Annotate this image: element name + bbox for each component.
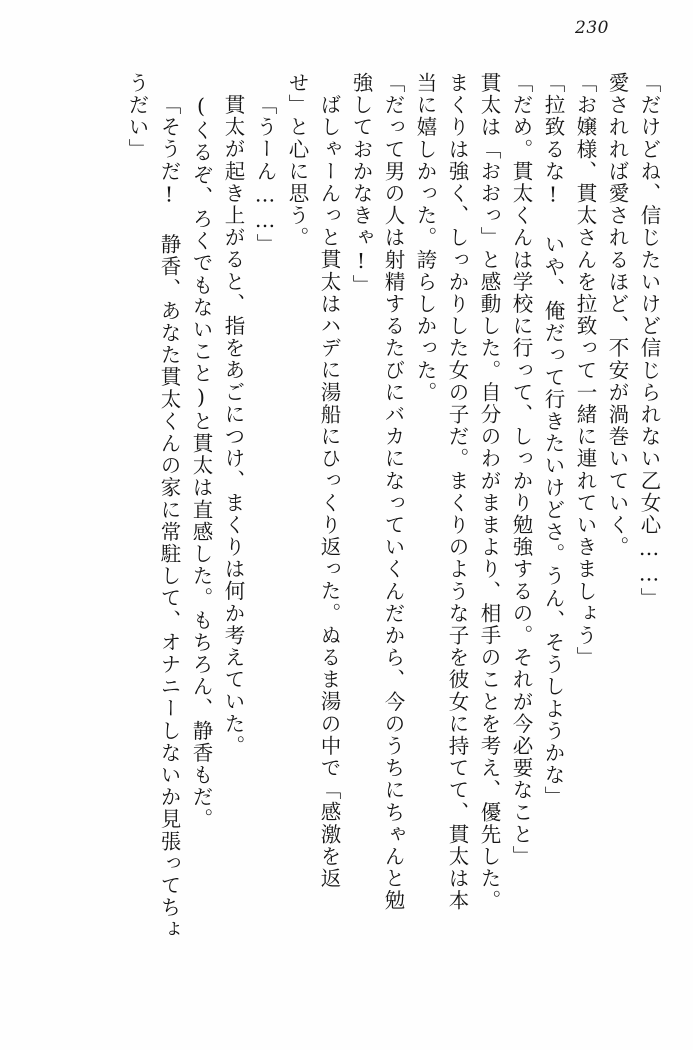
vertical-text-block — [34, 72, 659, 1012]
text-line: 貫太が起き上がると、指をあごにつけ、まくりは何か考えていた。 — [221, 94, 245, 757]
text-line: うだい」 — [125, 72, 149, 161]
text-line: 「拉致るな! いや、俺だって行きたいけどさ。うん、そうしようかな」 — [541, 72, 565, 809]
page-number: 230 — [575, 18, 609, 38]
text-line: (くるぞ、ろくでもないこと)と貫太は直感した。もちろん、静香もだ。 — [189, 94, 213, 831]
text-line: ばしゃーんっと貫太はハデに湯船にひっくり返った。ぬるま湯の中で「感激を返 — [317, 94, 341, 890]
text-line: まくりは強く、しっかりした女の子だ。まくりのような子を彼女に持てて、貫太は本 — [445, 72, 469, 912]
text-line: 「そうだ! 静香、あなた貫太くんの家に常駐して、オナニーしないか見張ってちょ — [157, 94, 181, 941]
text-line: 「だめ。貫太くんは学校に行って、しっかり勉強するの。それが今必要なこと」 — [509, 72, 533, 868]
text-line: 「お嬢様、貫太さんを拉致って一緒に連れていきましょう」 — [573, 72, 597, 669]
text-line: 貫太は「おおっ」と感動した。自分のわがままより、相手のことを考え、優先した。 — [477, 72, 501, 912]
text-line: 強しておかなきゃ!」 — [349, 72, 373, 297]
text-line: 愛されれば愛されるほど、不安が渦巻いていく。 — [605, 72, 629, 559]
text-line: 当に嬉しかった。誇らしかった。 — [413, 72, 437, 404]
text-line: せ」と心に思う。 — [285, 72, 309, 249]
text-line: 「だけどね、信じたいけど信じられない乙女心……」 — [637, 72, 661, 610]
text-line: 「だって男の人は射精するたびにバカになっていくんだから、今のうちにちゃんと勉 — [381, 72, 405, 912]
text-line: 「うーん……」 — [253, 94, 277, 256]
